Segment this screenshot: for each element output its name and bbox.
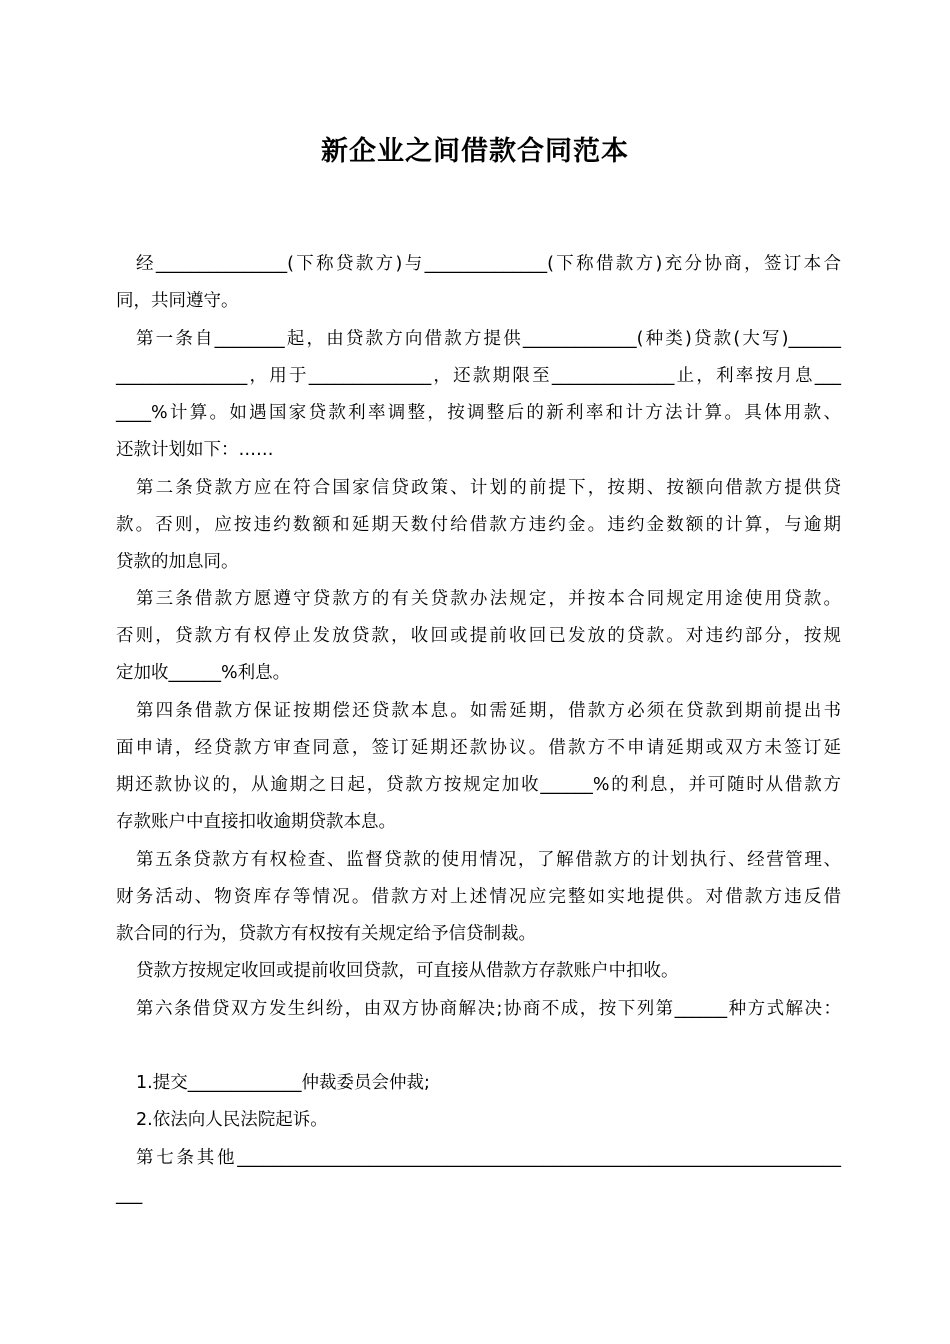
paragraph-line: 贷款方按规定收回或提前收回贷款，可直接从借款方存款账户中扣收。 (136, 961, 679, 981)
list-item: 2.依法向人民法院起诉。 (136, 1110, 328, 1130)
paragraph-line: 期还款协议的，从逾期之日起，贷款方按规定加收______%的利息，并可随时从借款方 (116, 775, 841, 795)
paragraph-line: 第七条其他_____________________________________________________________________ (136, 1148, 841, 1168)
paragraph-line: 面申请，经贷款方审查同意，签订延期还款协议。借款方不申请延期或双方未签订延 (116, 738, 841, 758)
paragraph-line: 否则，贷款方有权停止发放贷款，收回或提前收回已发放的贷款。对违约部分，按规 (116, 626, 841, 646)
paragraph-line: 款。否则，应按违约数额和延期天数付给借款方违约金。违约金数额的计算，与逾期 (116, 515, 841, 535)
paragraph-line: _______________，用于______________，还款期限至______________止，利率按月息___ (116, 366, 841, 386)
paragraph-line: 同，共同遵守。 (116, 291, 239, 311)
paragraph-line: 财务活动、物资库存等情况。借款方对上述情况应完整如实地提供。对借款方违反借 (116, 887, 841, 907)
paragraph-line: 款合同的行为，贷款方有权按有关规定给予信贷制裁。 (116, 924, 536, 944)
paragraph-line: 存款账户中直接扣收逾期贷款本息。 (116, 812, 396, 832)
paragraph-line: ___ (116, 1185, 143, 1205)
paragraph-line: ____%计算。如遇国家贷款利率调整，按调整后的新利率和计方法计算。具体用款、 (116, 403, 841, 423)
paragraph-line: 第五条贷款方有权检查、监督贷款的使用情况，了解借款方的计划执行、经营管理、 (136, 850, 841, 870)
paragraph-line: 第三条借款方愿遵守贷款方的有关贷款办法规定，并按本合同规定用途使用贷款。 (136, 589, 841, 609)
paragraph-line: 还款计划如下：…… (116, 440, 274, 460)
document-title: 新企业之间借款合同范本 (321, 136, 629, 167)
paragraph-line: 贷款的加息同。 (116, 552, 239, 572)
paragraph-line: 定加收______%利息。 (116, 663, 291, 683)
list-item: 1.提交_____________仲裁委员会仲裁; (136, 1073, 430, 1093)
paragraph-line: 第四条借款方保证按期偿还贷款本息。如需延期，借款方必须在贷款到期前提出书 (136, 701, 841, 721)
paragraph-line: 经_______________(下称贷款方)与______________(下称借款方)充分协商，签订本合 (136, 254, 841, 274)
paragraph-line: 第一条自________起，由贷款方向借款方提供_____________(种类)贷款(大写)______ (136, 329, 841, 349)
paragraph-line: 第六条借贷双方发生纠纷，由双方协商解决;协商不成，按下列第______种方式解决： (136, 999, 841, 1019)
paragraph-line: 第二条贷款方应在符合国家信贷政策、计划的前提下，按期、按额向借款方提供贷 (136, 478, 841, 498)
